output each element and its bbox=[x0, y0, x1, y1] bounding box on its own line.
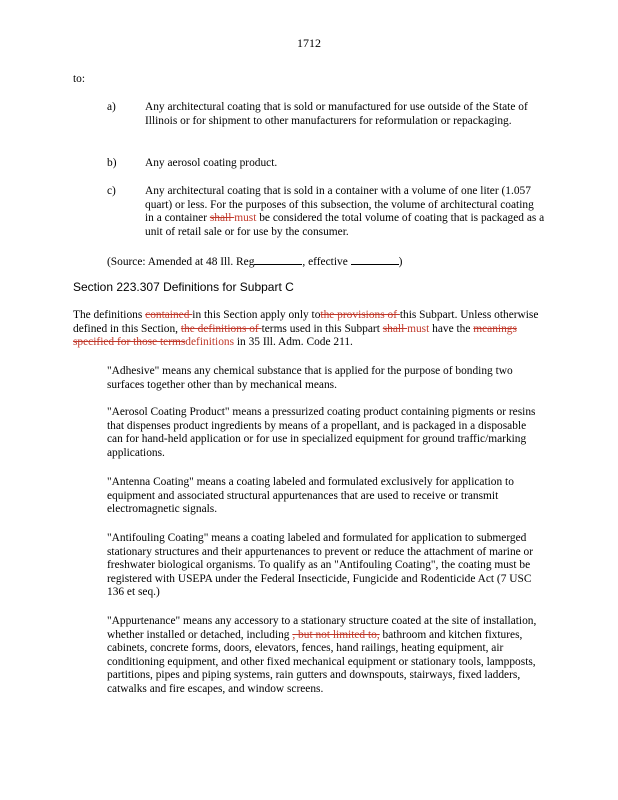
deleted-text: , but not limited to, bbox=[292, 628, 380, 641]
definition-appurtenance: "Appurtenance" means any accessory to a stationary structure coated at the site of installation, whether installed or detached, including , but not limited to, bathroom and kitchen fixtures, cabinets, concrete forms, doors, elevators, fences, hand railings, heating equipment, air conditioning equipment, and other fixed mechanical equipment or stationary tools, lampposts, partitions, pipes and piping systems, rain gutters and downspouts, stairways, fixed ladders, catwalks and fire escapes, and window screens. bbox=[107, 615, 537, 695]
deleted-text: shall bbox=[382, 322, 408, 335]
deleted-text: meanings specified for those terms bbox=[73, 322, 517, 349]
deleted-text: the provisions of bbox=[320, 309, 400, 321]
page-number: 1712 bbox=[297, 36, 321, 50]
source-note: (Source: Amended at 48 Ill. Reg , effective ) bbox=[107, 256, 403, 268]
inserted-text: must bbox=[407, 322, 430, 335]
item-label: c) bbox=[107, 185, 116, 197]
inserted-text: must bbox=[234, 212, 257, 225]
blank-line bbox=[351, 255, 399, 265]
item-label: b) bbox=[107, 157, 117, 169]
deleted-text: the definitions of bbox=[180, 322, 262, 335]
item-text: Any architectural coating that is sold in a container with a volume of one liter (1.057 quart) or less. For the purposes of this subsection, the volume of architectural coating in a container shall must be considered the total volume of coating that is packaged as a unit of retail sale or for use by the consumer. bbox=[145, 185, 545, 238]
section-heading: Section 223.307 Definitions for Subpart C bbox=[73, 280, 294, 294]
item-text: Any architectural coating that is sold or manufactured for use outside of the State of Illinois or for shipment to other manufacturers for reformulation or repackaging. bbox=[145, 101, 528, 127]
definition-aerosol-coating-product: "Aerosol Coating Product" means a pressurized coating product containing pigments or resins that dispenses product ingredients by means of a propellant, and is packaged in a disposable can for hand-held application or for use in specialized equipment for ground traffic/marking applications. bbox=[107, 406, 536, 459]
blank-line bbox=[254, 255, 302, 265]
item-label: a) bbox=[107, 101, 116, 113]
definition-antenna-coating: "Antenna Coating" means a coating labeled and formulated exclusively for application to equipment and associated structural appurtenances that are used to receive or transmit electromagnetic signals. bbox=[107, 476, 514, 516]
deleted-text: contained bbox=[145, 309, 193, 321]
section-intro: The definitions contained in this Section apply only tothe provisions of this Subpart. Unless otherwise defined in this Section, the definitions of terms used in this Subpart shall must have the meanings specified for those termsdefinitions in 35 Ill. Adm. Code 211. bbox=[73, 309, 539, 349]
lead-in: to: bbox=[73, 73, 86, 85]
inserted-text: definitions bbox=[185, 336, 235, 349]
item-text: Any aerosol coating product. bbox=[145, 157, 278, 169]
definition-adhesive: "Adhesive" means any chemical substance that is applied for the purpose of bonding two surfaces together other than by mechanical means. bbox=[107, 365, 513, 391]
deleted-text: shall bbox=[209, 212, 235, 225]
definition-antifouling-coating: "Antifouling Coating" means a coating labeled and formulated for application to submerged stationary structures and their appurtenances to prevent or reduce the attachment of marine or freshwater biological organisms. To qualify as an "Antifouling Coating", the coating must be registered with USEPA under the Federal Insecticide, Fungicide and Rodenticide Act (7 USC 136 et seq.) bbox=[107, 532, 534, 599]
